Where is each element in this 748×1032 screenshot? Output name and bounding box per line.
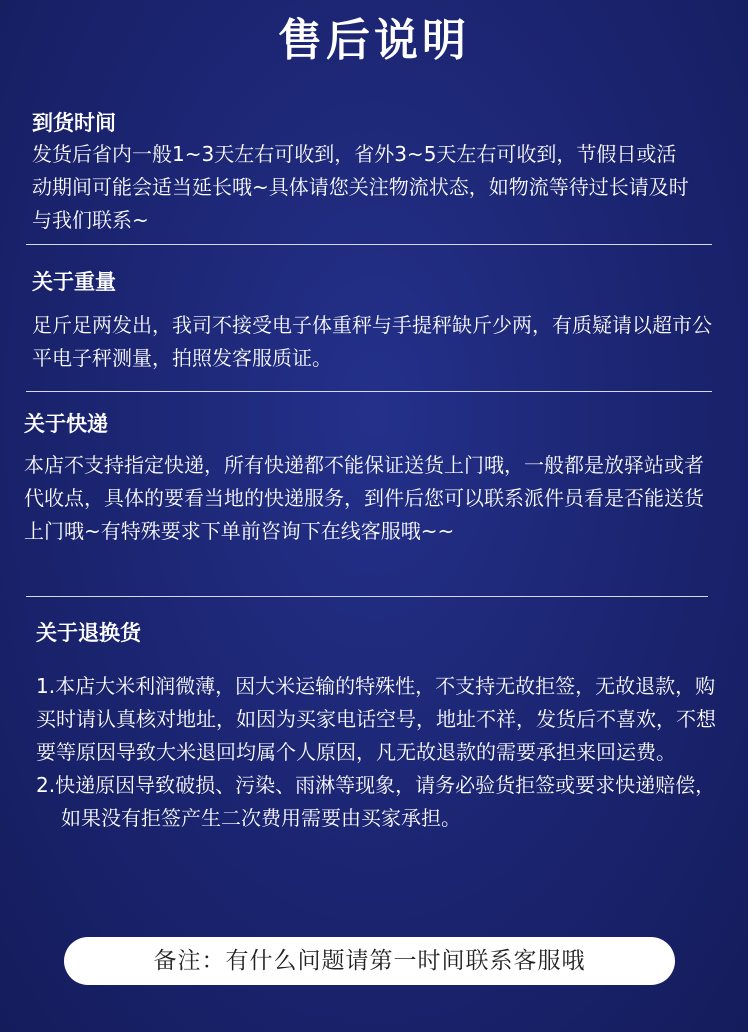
list-item: 1.本店大米利润微薄，因大米运输的特殊性，不支持无故拒签，无故退款，购买时请认真核对地址，如因为买家电话空号，地址不祥，发货后不喜欢，不想要等原因导致大米退回均属个人原因，凡无故退款的需要承担来回运费。: [36, 674, 716, 764]
section-heading: 到货时间: [32, 111, 116, 135]
divider: [26, 596, 708, 597]
divider: [26, 244, 712, 245]
section-heading: 关于快递: [24, 412, 108, 436]
section-heading: 关于退换货: [36, 621, 141, 645]
section-returns: [36, 618, 726, 835]
section-express: [24, 409, 704, 548]
section-body: 足斤足两发出，我司不接受电子体重秤与手提秤缺斤少两，有质疑请以超市公平电子秤测量，拍照发客服质证。: [32, 313, 712, 370]
section-weight: [32, 267, 712, 375]
page-title: 售后说明: [278, 15, 470, 66]
note-banner: 备注：有什么问题请第一时间联系客服哦: [64, 937, 675, 985]
section-body: 发货后省内一般1~3天左右可收到，省外3~5天左右可收到，节假日或活动期间可能会适当延长哦~具体请您关注物流状态，如物流等待过长请及时与我们联系~: [32, 142, 689, 232]
divider: [26, 391, 712, 392]
list-item: 2.快递原因导致破损、污染、雨淋等现象，请务必验货拒签或要求快递赔偿，如果没有拒签产生二次费用需要由买家承担。: [36, 773, 716, 830]
section-body: 本店不支持指定快递，所有快递都不能保证送货上门哦，一般都是放驿站或者代收点，具体的要看当地的快递服务，到件后您可以联系派件员看是否能送货上门哦~有特殊要求下单前咨询下在线客服哦~~: [24, 453, 704, 543]
section-delivery-time: [32, 108, 692, 237]
section-heading: 关于重量: [32, 270, 116, 294]
